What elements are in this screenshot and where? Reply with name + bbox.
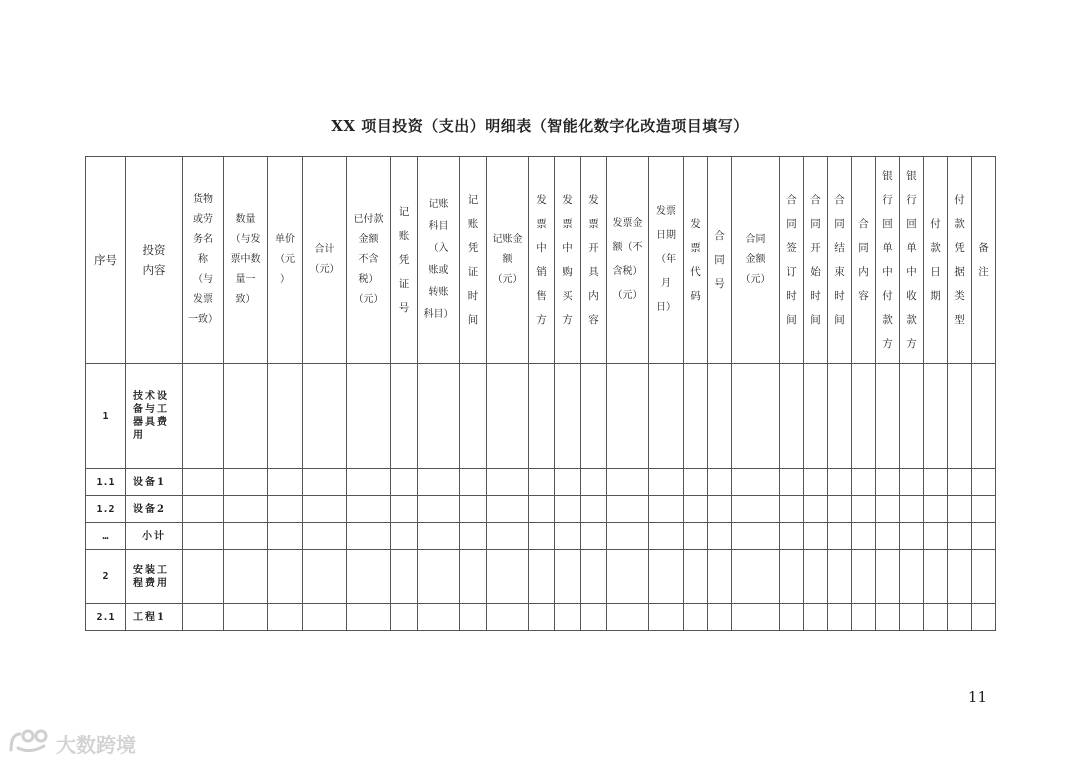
row-number: 1.1	[86, 469, 126, 496]
row-content: 技术设 备与工 器具费 用	[126, 364, 183, 469]
page-number: 11	[967, 688, 987, 706]
row-number: 2.1	[86, 604, 126, 631]
row-content: 安装工 程费用	[126, 550, 183, 604]
row-number: 2	[86, 550, 126, 604]
header-cell: 序号	[86, 157, 126, 364]
table-row	[86, 523, 996, 550]
header-cell: 记账 科目 （入 账或 转账 科目）	[418, 157, 460, 364]
header-cell: 银 行 回 单 中 收 款 方	[900, 157, 924, 364]
header-cell: 发 票 中 购 买 方	[555, 157, 581, 364]
header-cell: 发 票 中 销 售 方	[529, 157, 555, 364]
header-cell: 记账金 额 （元）	[487, 157, 529, 364]
row-number: …	[86, 523, 126, 550]
header-cell: 发 票 开 具 内 容	[581, 157, 607, 364]
header-cell: 记 账 凭 证 时 间	[460, 157, 487, 364]
header-cell: 发 票 代 码	[684, 157, 708, 364]
watermark-logo-icon	[8, 728, 52, 758]
table-row	[86, 550, 996, 604]
table-row	[86, 496, 996, 523]
row-content: 设备1	[126, 469, 183, 496]
table-row	[86, 604, 996, 631]
header-cell: 发票 日期 （年 月 日）	[649, 157, 684, 364]
watermark-text: 大数跨境	[56, 732, 136, 757]
detail-table	[85, 156, 996, 631]
header-cell: 备 注	[972, 157, 996, 364]
row-content: 设备2	[126, 496, 183, 523]
row-number: 1	[86, 364, 126, 469]
header-cell: 合计 （元）	[303, 157, 347, 364]
header-cell: 付 款 凭 据 类 型	[948, 157, 972, 364]
header-cell: 合 同 结 束 时 间	[828, 157, 852, 364]
header-cell: 数量 （与发 票中数 量一 致）	[224, 157, 268, 364]
header-cell: 合 同 签 订 时 间	[780, 157, 804, 364]
header-cell: 货物 或劳 务名 称 （与 发票 一致）	[183, 157, 224, 364]
page-title: XX 项目投资（支出）明细表（智能化数字化改造项目填写）	[331, 117, 749, 135]
header-cell: 发票金 额（不 含税） （元）	[607, 157, 649, 364]
row-number: 1.2	[86, 496, 126, 523]
header-cell: 合 同 号	[708, 157, 732, 364]
header-cell: 付 款 日 期	[924, 157, 948, 364]
header-cell: 记 账 凭 证 号	[391, 157, 418, 364]
header-row	[86, 157, 996, 364]
header-cell: 已付款 金额 不含 税） （元）	[347, 157, 391, 364]
table-row	[86, 469, 996, 496]
table-row	[86, 364, 996, 469]
header-cell: 合同 金额 （元）	[732, 157, 780, 364]
header-cell: 合 同 开 始 时 间	[804, 157, 828, 364]
header-cell: 银 行 回 单 中 付 款 方	[876, 157, 900, 364]
row-content: 小计	[126, 523, 183, 550]
header-cell: 合 同 内 容	[852, 157, 876, 364]
row-content: 工程1	[126, 604, 183, 631]
header-cell: 单价 （元 ）	[268, 157, 303, 364]
header-cell: 投资 内容	[126, 157, 183, 364]
watermark	[8, 728, 136, 758]
